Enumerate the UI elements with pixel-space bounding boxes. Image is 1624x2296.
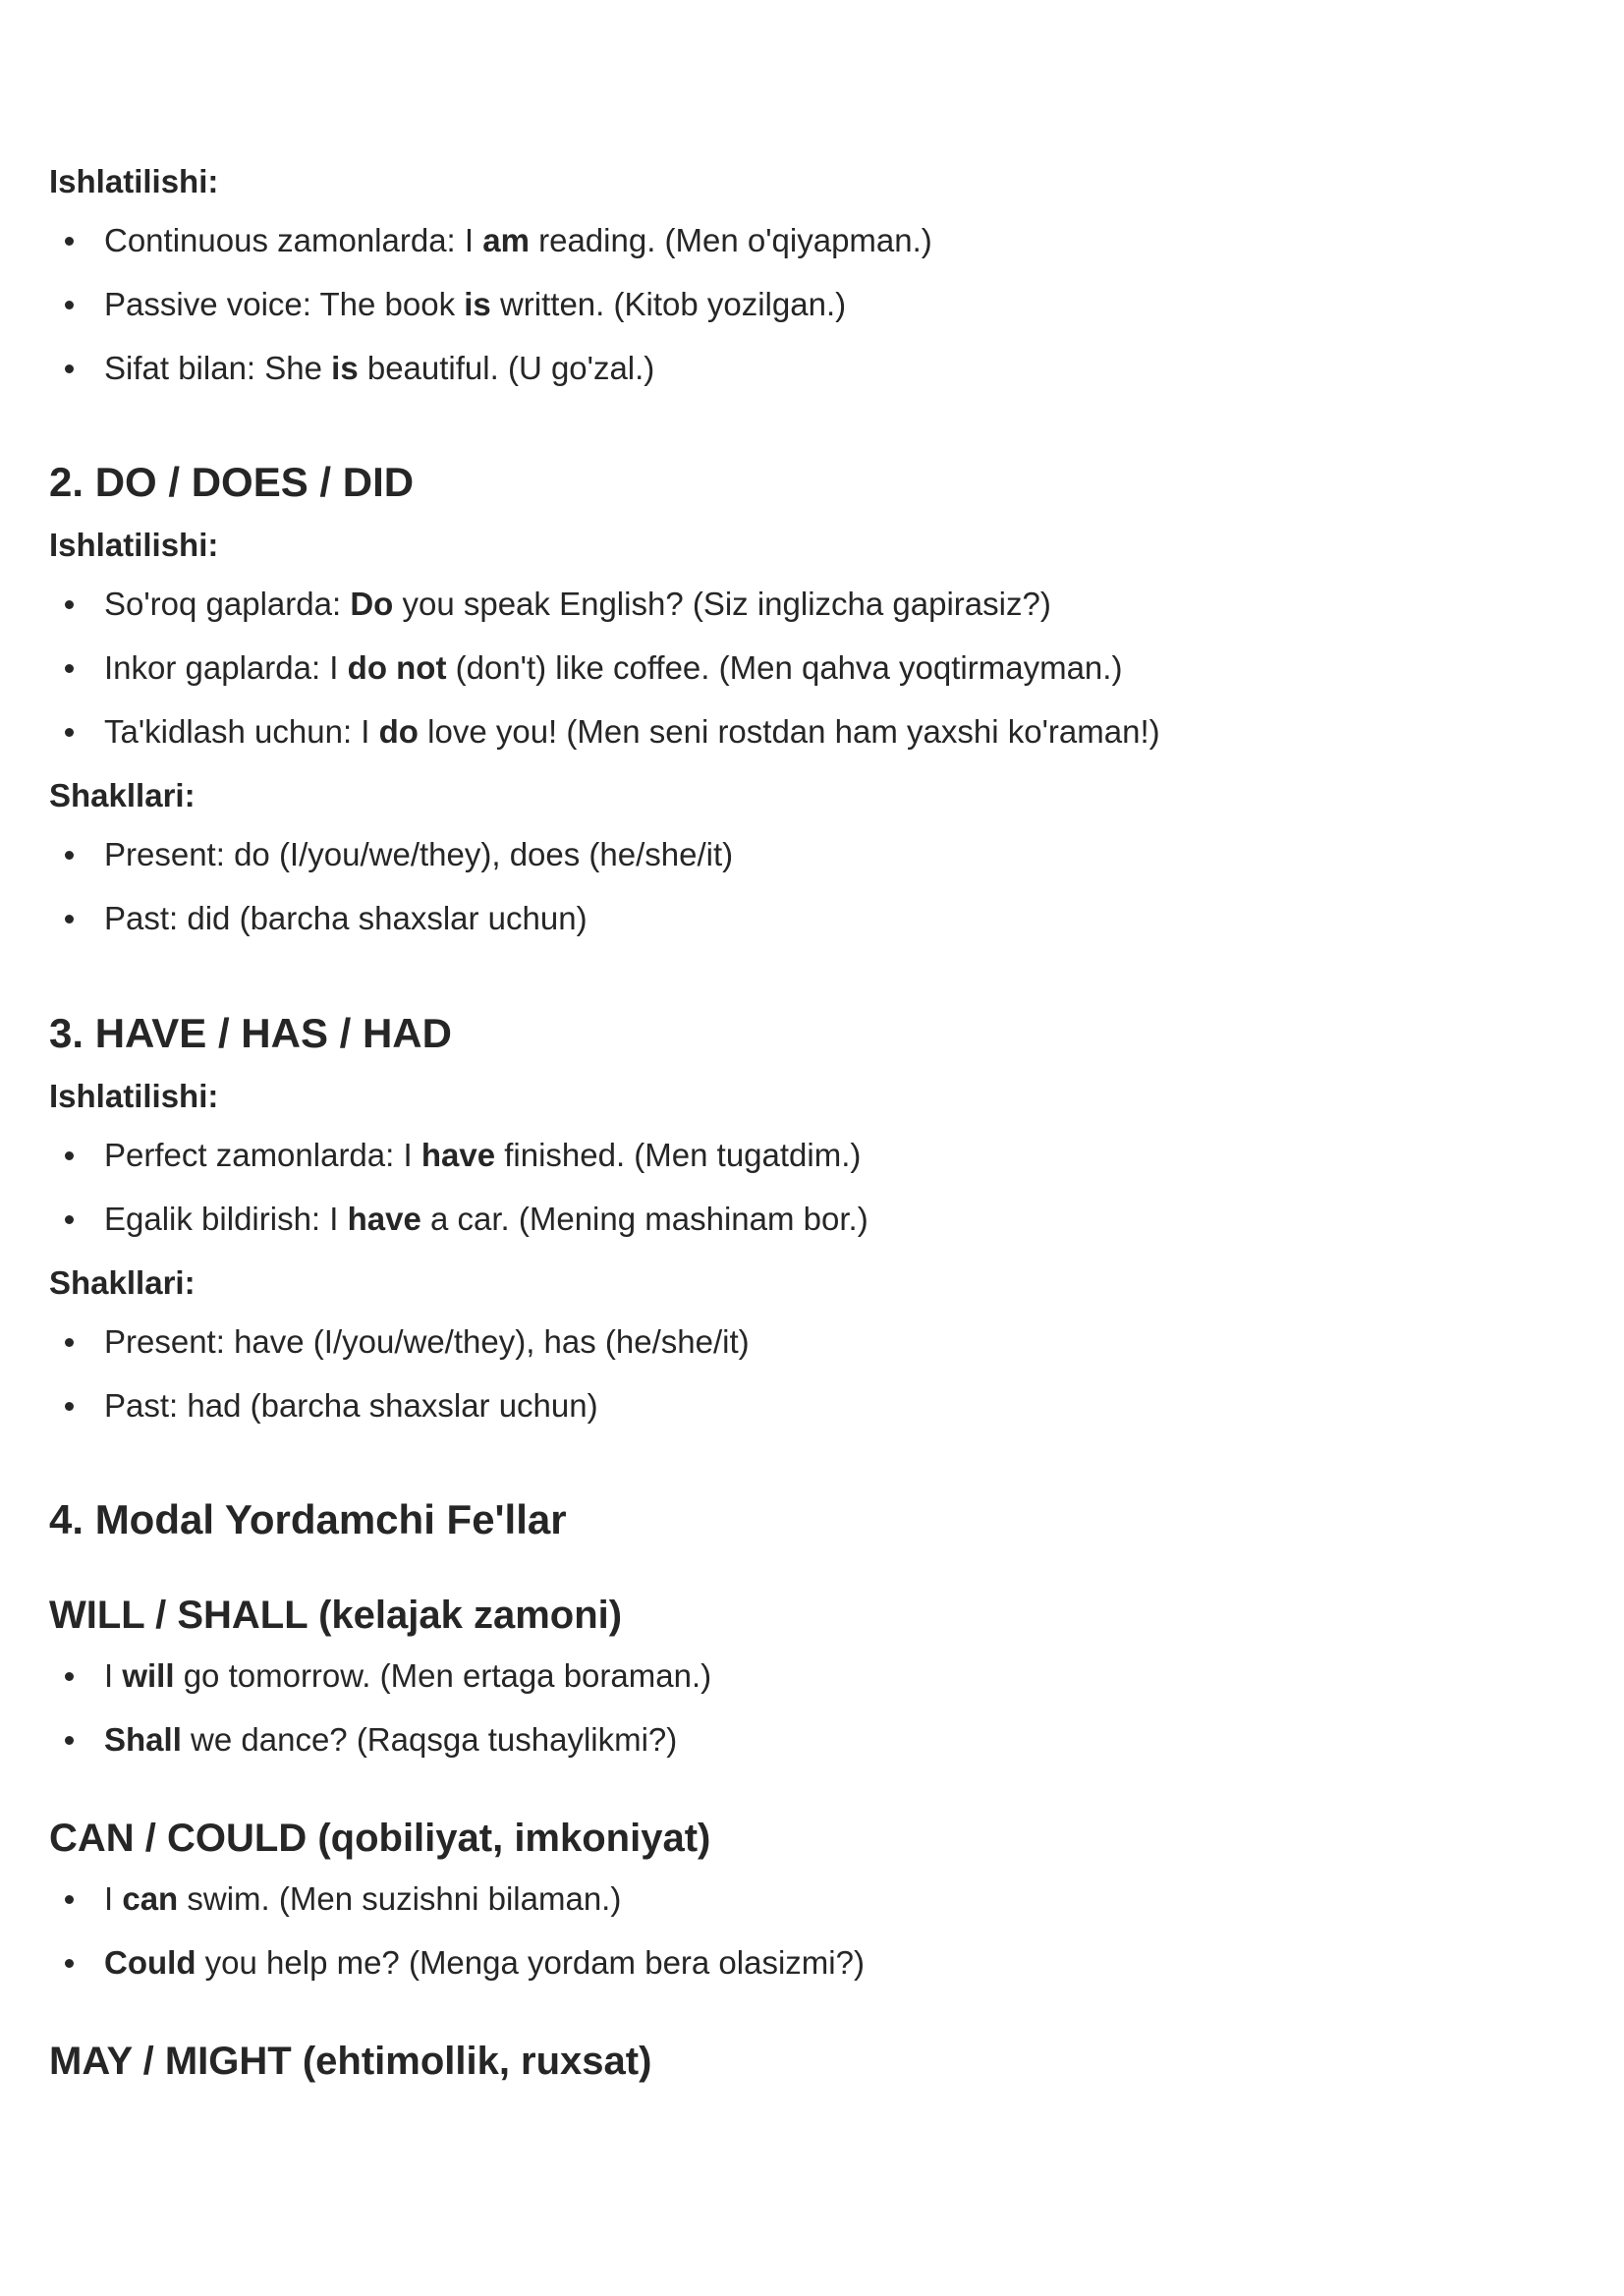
bullet-icon [65, 1895, 74, 1904]
subheading-will-shall: WILL / SHALL (kelajak zamoni) [49, 1594, 623, 1637]
list-item: Could you help me? (Menga yordam bera olasizmi?) [65, 1943, 865, 1983]
bullet-icon [65, 600, 74, 609]
list-item: Present: have (I/you/we/they), has (he/she/it) [65, 1322, 750, 1362]
bullet-icon [65, 728, 74, 737]
section-heading-modal: 4. Modal Yordamchi Fe'llar [49, 1496, 567, 1542]
bullet-icon [65, 664, 74, 673]
bullet-icon [65, 1338, 74, 1347]
list-item: Egalik bildirish: I have a car. (Mening mashinam bor.) [65, 1200, 868, 1239]
bullet-icon [65, 1672, 74, 1681]
usage-label: Ishlatilishi: [49, 163, 219, 199]
bullet-icon [65, 301, 74, 309]
usage-label: Ishlatilishi: [49, 527, 219, 563]
list-item: Inkor gaplarda: I do not (don't) like coffee. (Men qahva yoqtirmayman.) [65, 648, 1122, 688]
list-item: So'roq gaplarda: Do you speak English? (Siz inglizcha gapirasiz?) [65, 585, 1051, 624]
list-item: Past: had (barcha shaxslar uchun) [65, 1386, 598, 1426]
bullet-icon [65, 1959, 74, 1968]
list-item: I can swim. (Men suzishni bilaman.) [65, 1879, 621, 1919]
list-item: Ta'kidlash uchun: I do love you! (Men seni rostdan ham yaxshi ko'raman!) [65, 712, 1160, 752]
bullet-icon [65, 1402, 74, 1411]
section-heading-do: 2. DO / DOES / DID [49, 459, 415, 505]
list-item: I will go tomorrow. (Men ertaga boraman.) [65, 1656, 711, 1696]
subheading-may-might: MAY / MIGHT (ehtimollik, ruxsat) [49, 2040, 652, 2083]
list-item: Continuous zamonlarda: I am reading. (Men o'qiyapman.) [65, 221, 932, 260]
bullet-icon [65, 237, 74, 246]
bullet-icon [65, 915, 74, 924]
list-item: Perfect zamonlarda: I have finished. (Men tugatdim.) [65, 1136, 861, 1175]
bullet-icon [65, 851, 74, 860]
bullet-icon [65, 1736, 74, 1745]
list-item: Past: did (barcha shaxslar uchun) [65, 899, 588, 938]
subheading-can-could: CAN / COULD (qobiliyat, imkoniyat) [49, 1817, 711, 1860]
list-item: Passive voice: The book is written. (Kitob yozilgan.) [65, 285, 846, 324]
forms-label: Shakllari: [49, 777, 196, 813]
list-item: Present: do (I/you/we/they), does (he/she/it) [65, 835, 733, 874]
list-item: Shall we dance? (Raqsga tushaylikmi?) [65, 1720, 677, 1760]
bullet-icon [65, 1151, 74, 1160]
usage-label: Ishlatilishi: [49, 1078, 219, 1114]
bullet-icon [65, 364, 74, 373]
forms-label: Shakllari: [49, 1264, 196, 1301]
section-heading-have: 3. HAVE / HAS / HAD [49, 1010, 452, 1056]
bullet-icon [65, 1215, 74, 1224]
list-item: Sifat bilan: She is beautiful. (U go'zal.) [65, 349, 654, 388]
